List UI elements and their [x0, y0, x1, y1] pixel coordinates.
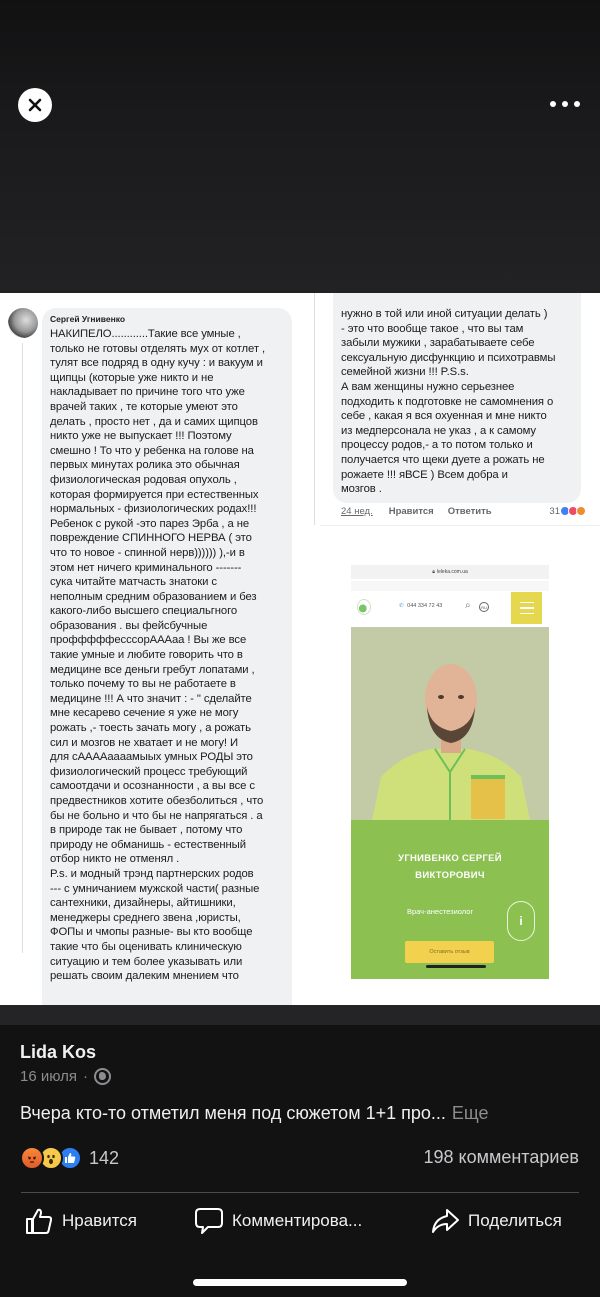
comment-bubble-icon [194, 1206, 224, 1236]
post-author[interactable]: Lida Kos [20, 1042, 97, 1062]
search-icon: ⌕ [465, 600, 471, 611]
share-button[interactable]: Поделиться [430, 1205, 562, 1237]
divider [21, 1192, 579, 1193]
comment-bubble-right [333, 293, 581, 503]
comment-button[interactable]: Комментирова... [194, 1205, 362, 1237]
comment-text: НАКИПЕЛО............Такие все умные , только не готовы отделять мух от котлет , тулят все подряд в одну кучу : и вакуум и щипцы (которые уже никто и не накладывает по причине того что уже врачей таких , те которые умеют это делать , просто нет , да и самих щипцов никто уже не выпускает !!! Поэтому смешно ! То что у ребенка на голове на первых минутах ролика это обычная физиологическая родовая опухоль , которая формируется при естественных нормальных - физиологических родах!!! Ребенок с рукой -это парез Эрба , а не повреждение СПИННОГО НЕРВА ( это что то новое - спинной нерв)))))) ),-и в этом нет ничего криминального ------- сука читайте матчасть знатоки с неполным средним образованием и без какого-либо высшего специальгного образования . вы фейсбучные профффффесссорААAaa ! Вы же все такие умные и любите говорить что в медицине все деньги гребут лопатами , только почему то вы не работаете в медицине !!! А что значит : - " сделайте мне кесарево сечение я уже не могу рожать ,- тоесть зачать могу , а рожать сил и мозгов не хватает и не могу! И для сААААaaaaмыых умных РОДЫ это физиологический процесс требующий самоотдачи и осознанности , а вы все с предвестников хотите обезболиться , что бы не больно и что бы не напрягаться . а в природе так не бывает , потому что природу не обманишь - естественный отбор никто не отменял . P.s. и модный трэнд партнерских родов --- с умничанием мужской части( разные сантехники, дизайнеры, айтишники, менеджеры среднего звена ,юристы, ФОПы и чмопы разные- вы кто вообще такие что бы оценивать клиническую ситуацию и тем более указывать или решать своим далеким мнением что [50, 328, 266, 983]
post-image[interactable] [0, 293, 600, 1005]
more-horizontal-icon [550, 101, 556, 107]
globe-icon [94, 1068, 111, 1085]
reactions-summary[interactable] [20, 1145, 119, 1171]
site-phone: ✆ 044 334 72 43 [399, 603, 443, 609]
phone-icon: ✆ [399, 603, 404, 609]
share-arrow-icon [430, 1207, 460, 1235]
site-logo [357, 599, 371, 615]
leave-review-button: Оставить отзыв [405, 941, 494, 963]
comment-like: Нравится [388, 505, 434, 517]
reaction-count: 142 [89, 1147, 120, 1168]
comment-meta [341, 503, 586, 519]
hamburger-menu-icon [511, 592, 542, 624]
comment-time: 24 нед. [341, 505, 373, 517]
divider [320, 525, 600, 526]
site-nav [351, 592, 549, 624]
url-text: leleka.com.ua [436, 569, 468, 575]
see-more-link[interactable]: Еще [451, 1103, 489, 1123]
thumbs-up-icon [24, 1207, 54, 1235]
post-date[interactable]: 16 июля [20, 1068, 78, 1085]
doctor-photo [351, 627, 549, 825]
comments-count-link[interactable]: 198 комментариев [423, 1147, 579, 1167]
like-button[interactable]: Нравится [24, 1205, 137, 1237]
doctor-portrait [351, 627, 549, 825]
comment-reaction-count: 31 [549, 505, 560, 517]
commenter-avatar [8, 308, 38, 338]
thread-line-right [314, 293, 315, 525]
doctor-role: Врач-анестезиолог [407, 907, 474, 916]
comment-author: Сергей Угнивенко [50, 314, 126, 324]
comment-reply: Ответить [447, 505, 492, 517]
home-indicator[interactable] [193, 1279, 407, 1286]
thread-line [22, 343, 23, 953]
more-options-button[interactable] [550, 96, 580, 112]
photo-viewer-header [0, 0, 600, 293]
post-meta: 16 июля · [20, 1068, 111, 1085]
language-icon: RU [479, 602, 489, 612]
angry-reaction-icon [576, 506, 586, 516]
website-screenshot [351, 565, 549, 979]
url-bar [351, 565, 549, 579]
post-text: Вчера кто-то отметил меня под сюжетом 1+1 про... Еще [20, 1103, 489, 1123]
comment-bubble-left [42, 308, 292, 1005]
comment-text-continued: нужно в той или иной ситуации делать ) - это что вообще такое , что вы там забыли мужики , зарабатываете себе сексуальную дисфункцию и психотравмы семейной жизни !!! P.S.s. А вам женщины нужно серьезнее подходить к подготовке не самомнения о себе , какая я вся охуенная и мне никто из медперсонала не указ , а к самому процессу родов,- а то потом только и получается что щеки дуете а рожать не рожаете !!! яВСЕ ) Всем добра и мозгов . [341, 308, 556, 496]
post-actions [0, 1205, 600, 1237]
lock-icon: 🔒︎ [432, 569, 435, 575]
angry-reaction-icon [20, 1146, 44, 1170]
close-button[interactable] [18, 88, 52, 122]
doctor-card [351, 820, 549, 979]
doctor-name: УГНИВЕНКО СЕРГЕЙ ВИКТОРОВИЧ [398, 853, 502, 881]
close-icon [27, 97, 43, 113]
post-details [0, 1025, 600, 1297]
info-icon: i [507, 901, 535, 941]
